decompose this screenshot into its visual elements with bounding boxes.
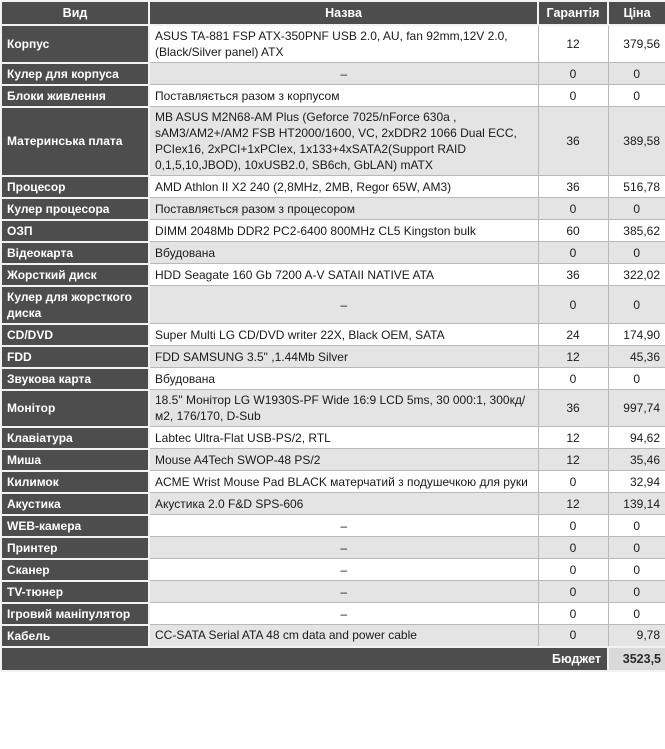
column-header-type: Вид bbox=[1, 1, 149, 25]
part-type-cell: FDD bbox=[1, 346, 149, 368]
part-warranty-cell: 36 bbox=[538, 107, 608, 176]
table-row bbox=[1, 85, 665, 107]
table-row bbox=[1, 603, 665, 625]
part-price-cell: 35,46 bbox=[608, 449, 665, 471]
part-price-cell: 0 bbox=[608, 85, 665, 107]
part-warranty-cell: 0 bbox=[538, 581, 608, 603]
part-name-cell: MB ASUS M2N68-AM Plus (Geforce 7025/nForce 630a , sAM3/AM2+/AM2 FSB HT2000/1600, VC, 2xDDR2 1066 Dual ECC, PCIex16, 2xPCI+1xPCIex, 1x133+4xSATA2(Support RAID 0,1,5,10,JBOD), 10xUSB2.0, SB6ch, GbLAN) mATX bbox=[149, 107, 538, 176]
part-price-cell: 389,58 bbox=[608, 107, 665, 176]
part-name-cell: Акустика 2.0 F&D SPS-606 bbox=[149, 493, 538, 515]
part-price-cell: 32,94 bbox=[608, 471, 665, 493]
part-price-cell: 139,14 bbox=[608, 493, 665, 515]
part-name-cell: FDD SAMSUNG 3.5" ,1.44Mb Silver bbox=[149, 346, 538, 368]
table-header bbox=[1, 1, 665, 25]
budget-label: Бюджет bbox=[1, 647, 608, 671]
part-name-cell: Super Multi LG CD/DVD writer 22X, Black OEM, SATA bbox=[149, 324, 538, 346]
part-price-cell: 0 bbox=[608, 368, 665, 390]
part-name-cell: AMD Athlon II X2 240 (2,8MHz, 2MB, Regor 65W, AM3) bbox=[149, 176, 538, 198]
table-row bbox=[1, 493, 665, 515]
part-name-cell: – bbox=[149, 537, 538, 559]
part-type-cell: CD/DVD bbox=[1, 324, 149, 346]
part-type-cell: Килимок bbox=[1, 471, 149, 493]
parts-table-body bbox=[1, 25, 665, 647]
part-name-cell: – bbox=[149, 581, 538, 603]
column-header-name: Назва bbox=[149, 1, 538, 25]
table-row bbox=[1, 368, 665, 390]
part-name-cell: Поставляється разом з процесором bbox=[149, 198, 538, 220]
part-name-cell: DIMM 2048Mb DDR2 PC2-6400 800MHz CL5 Kingston bulk bbox=[149, 220, 538, 242]
part-warranty-cell: 12 bbox=[538, 25, 608, 63]
part-warranty-cell: 0 bbox=[538, 559, 608, 581]
part-warranty-cell: 0 bbox=[538, 85, 608, 107]
part-warranty-cell: 36 bbox=[538, 176, 608, 198]
table-row bbox=[1, 176, 665, 198]
table-row bbox=[1, 25, 665, 63]
table-row bbox=[1, 581, 665, 603]
part-type-cell: Акустика bbox=[1, 493, 149, 515]
part-type-cell: Монітор bbox=[1, 390, 149, 427]
part-price-cell: 0 bbox=[608, 515, 665, 537]
part-price-cell: 0 bbox=[608, 63, 665, 85]
table-row bbox=[1, 449, 665, 471]
table-row bbox=[1, 107, 665, 176]
part-type-cell: Кулер для жорсткого диска bbox=[1, 286, 149, 324]
part-warranty-cell: 60 bbox=[538, 220, 608, 242]
table-row bbox=[1, 220, 665, 242]
part-name-cell: – bbox=[149, 559, 538, 581]
part-price-cell: 0 bbox=[608, 537, 665, 559]
part-type-cell: Материнська плата bbox=[1, 107, 149, 176]
column-header-warranty: Гарантія bbox=[538, 1, 608, 25]
part-name-cell: – bbox=[149, 63, 538, 85]
table-row bbox=[1, 390, 665, 427]
part-warranty-cell: 0 bbox=[538, 368, 608, 390]
part-name-cell: – bbox=[149, 286, 538, 324]
part-price-cell: 0 bbox=[608, 603, 665, 625]
part-type-cell: Ігровий маніпулятор bbox=[1, 603, 149, 625]
part-name-cell: Вбудована bbox=[149, 368, 538, 390]
part-warranty-cell: 36 bbox=[538, 264, 608, 286]
part-type-cell: ОЗП bbox=[1, 220, 149, 242]
part-name-cell: 18.5" Монітор LG W1930S-PF Wide 16:9 LCD 5ms, 30 000:1, 300кд/м2, 176/170, D-Sub bbox=[149, 390, 538, 427]
part-warranty-cell: 0 bbox=[538, 198, 608, 220]
part-type-cell: Процесор bbox=[1, 176, 149, 198]
part-price-cell: 997,74 bbox=[608, 390, 665, 427]
part-name-cell: Поставляється разом з корпусом bbox=[149, 85, 538, 107]
budget-value: 3523,5 bbox=[608, 647, 665, 671]
part-warranty-cell: 12 bbox=[538, 427, 608, 449]
part-warranty-cell: 0 bbox=[538, 63, 608, 85]
part-name-cell: HDD Seagate 160 Gb 7200 A-V SATAII NATIVE ATA bbox=[149, 264, 538, 286]
table-row bbox=[1, 242, 665, 264]
part-name-cell: ACME Wrist Mouse Pad BLACK матерчатий з подушечкою для руки bbox=[149, 471, 538, 493]
part-price-cell: 516,78 bbox=[608, 176, 665, 198]
part-name-cell: Labtec Ultra-Flat USB-PS/2, RTL bbox=[149, 427, 538, 449]
part-type-cell: Сканер bbox=[1, 559, 149, 581]
part-price-cell: 0 bbox=[608, 559, 665, 581]
part-warranty-cell: 0 bbox=[538, 603, 608, 625]
part-warranty-cell: 0 bbox=[538, 625, 608, 647]
part-price-cell: 0 bbox=[608, 286, 665, 324]
part-type-cell: Клавіатура bbox=[1, 427, 149, 449]
part-type-cell: Корпус bbox=[1, 25, 149, 63]
part-name-cell: – bbox=[149, 603, 538, 625]
part-price-cell: 379,56 bbox=[608, 25, 665, 63]
part-price-cell: 0 bbox=[608, 581, 665, 603]
part-type-cell: Кулер для корпуса bbox=[1, 63, 149, 85]
table-row bbox=[1, 63, 665, 85]
part-price-cell: 45,36 bbox=[608, 346, 665, 368]
part-name-cell: Вбудована bbox=[149, 242, 538, 264]
part-type-cell: WEB-камера bbox=[1, 515, 149, 537]
part-type-cell: Жорсткий диск bbox=[1, 264, 149, 286]
table-footer bbox=[1, 647, 665, 671]
part-type-cell: Блоки живлення bbox=[1, 85, 149, 107]
part-price-cell: 9,78 bbox=[608, 625, 665, 647]
column-header-price: Ціна bbox=[608, 1, 665, 25]
part-name-cell: ASUS TA-881 FSP ATX-350PNF USB 2.0, AU, fan 92mm,12V 2.0, (Black/Silver panel) ATX bbox=[149, 25, 538, 63]
part-name-cell: Mouse A4Tech SWOP-48 PS/2 bbox=[149, 449, 538, 471]
table-row bbox=[1, 625, 665, 647]
part-warranty-cell: 0 bbox=[538, 242, 608, 264]
part-type-cell: Кулер процесора bbox=[1, 198, 149, 220]
part-warranty-cell: 12 bbox=[538, 346, 608, 368]
part-type-cell: Принтер bbox=[1, 537, 149, 559]
table-row bbox=[1, 264, 665, 286]
part-price-cell: 0 bbox=[608, 242, 665, 264]
part-warranty-cell: 12 bbox=[538, 449, 608, 471]
part-warranty-cell: 24 bbox=[538, 324, 608, 346]
part-warranty-cell: 0 bbox=[538, 537, 608, 559]
header-row bbox=[1, 1, 665, 25]
table-row bbox=[1, 198, 665, 220]
part-warranty-cell: 0 bbox=[538, 515, 608, 537]
part-warranty-cell: 36 bbox=[538, 390, 608, 427]
part-name-cell: CC-SATA Serial ATA 48 cm data and power cable bbox=[149, 625, 538, 647]
part-warranty-cell: 0 bbox=[538, 286, 608, 324]
part-warranty-cell: 0 bbox=[538, 471, 608, 493]
part-warranty-cell: 12 bbox=[538, 493, 608, 515]
table-row bbox=[1, 537, 665, 559]
budget-row bbox=[1, 647, 665, 671]
part-price-cell: 94,62 bbox=[608, 427, 665, 449]
part-price-cell: 0 bbox=[608, 198, 665, 220]
part-price-cell: 385,62 bbox=[608, 220, 665, 242]
part-price-cell: 174,90 bbox=[608, 324, 665, 346]
table-row bbox=[1, 515, 665, 537]
part-type-cell: Відеокарта bbox=[1, 242, 149, 264]
table-row bbox=[1, 559, 665, 581]
part-type-cell: TV-тюнер bbox=[1, 581, 149, 603]
table-row bbox=[1, 286, 665, 324]
part-type-cell: Звукова карта bbox=[1, 368, 149, 390]
table-row bbox=[1, 346, 665, 368]
table-row bbox=[1, 427, 665, 449]
table-row bbox=[1, 324, 665, 346]
part-price-cell: 322,02 bbox=[608, 264, 665, 286]
table-row bbox=[1, 471, 665, 493]
part-name-cell: – bbox=[149, 515, 538, 537]
part-type-cell: Миша bbox=[1, 449, 149, 471]
part-type-cell: Кабель bbox=[1, 625, 149, 647]
